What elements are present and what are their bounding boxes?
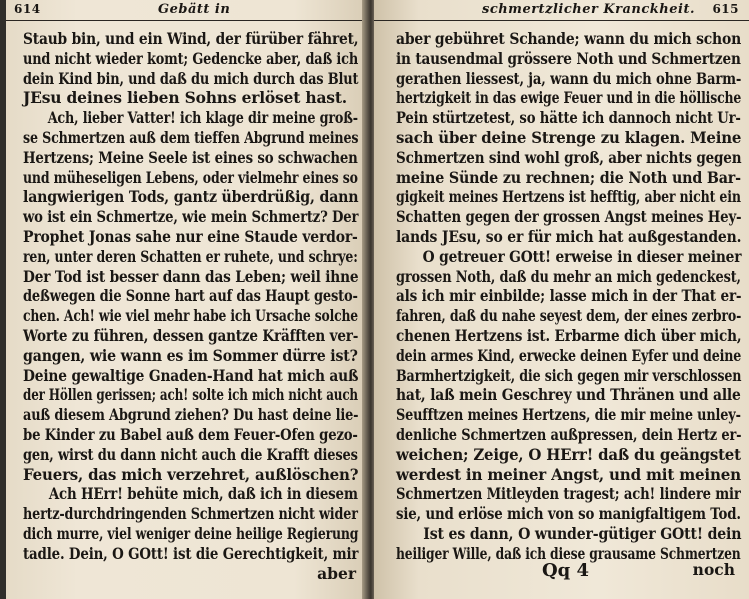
right-line: Schmertzen sind wohl groß, aber nichts gegen (396, 147, 742, 167)
right-line: chenen Hertzens ist. Erbarme dich über mich, (396, 326, 742, 345)
left-line: Hertzens; Meine Seele ist eines so schwachen (23, 147, 358, 167)
left-catchword: aber (317, 564, 356, 583)
right-line: gigkeit meines Hertzens ist hefftig, aber nicht ein (396, 187, 741, 207)
left-line: Ach, lieber Vatter! ich klage dir meine groß- (47, 108, 358, 128)
right-line: sie, und erlöse mich von so manigfaltigem Tod. (396, 504, 741, 524)
right-line: Barmhertzigkeit, die sich gegen mir verschlossen (396, 365, 742, 385)
left-line: chen. Ach! wie viel mehr habe ich Ursache solche (23, 306, 358, 326)
right-line: sach über deine Strenge zu klagen. Meine (396, 128, 742, 147)
right-line: hat, laß mein Geschrey und Thränen und alle (396, 385, 741, 405)
left-line: JEsu deines lieben Sohns erlöset hast. (23, 88, 347, 108)
left-line: Deine gewaltige Gnaden-Hand hat mich auß (23, 365, 359, 385)
left-line: hertz-durchdringenden Schmertzen nicht wider (23, 504, 358, 524)
right-line: Ist es dann, O wunder-gütiger GOtt! dein (423, 524, 742, 543)
right-line: meine Sünde zu rechnen; die Noth und Bar- (396, 167, 741, 187)
left-line: auß diesem Abgrund ziehen? Du hast deine lie- (23, 405, 359, 425)
left-line: ren, unter deren Schatten er ruhete, und schrye: (23, 246, 358, 266)
right-line: als ich mir einbilde; lasse mich in der That er- (396, 286, 742, 306)
left-line: langwierigen Tods, gantz überdrüßig, dann (23, 187, 359, 207)
left-line: und müheseligen Lebens, oder vielmehr eines so (23, 167, 358, 187)
right-line: gerathen liessest, ja, wann du mich ohne Barm- (396, 68, 742, 88)
right-line: hertzigkeit in das ewige Feuer und in die höllische (396, 88, 742, 108)
left-line: Worte zu führen, dessen gantze Kräfften ver- (23, 326, 359, 345)
left-line: deßwegen die Sonne hart auf das Haupt gesto- (23, 286, 358, 306)
left-line: Feuers, das mich verzehret, außlöschen? (23, 464, 359, 484)
left-page (6, 0, 366, 599)
right-line: weichen; Zeige, O HErr! daß du geängstet (396, 444, 741, 464)
right-line: Pein stürtzetest, so hätte ich dannoch nicht Ur- (396, 108, 741, 128)
left-line: gangen, wie wann es im Sommer dürre ist? (23, 345, 358, 365)
left-line: tadle. Dein, O GOtt! ist die Gerechtigkeit, mir (23, 543, 359, 563)
left-line: be Kinder zu Babel auß dem Feuer-Ofen gezo- (23, 425, 358, 444)
left-line: wo ist ein Schmertze, wie mein Schmertz? Der (23, 207, 359, 227)
left-line: Ach HErr! behüte mich, daß ich in diesem (48, 484, 358, 504)
right-line: Schatten gegen der grossen Angst meines Hey- (396, 207, 742, 227)
left-line: der Höllen gerissen; ach! solte ich mich nicht auch (23, 385, 358, 405)
left-line: Staub bin, und ein Wind, der fürüber fähret, (23, 29, 359, 48)
right-line: O getreuer GOtt! erweise in dieser meiner (422, 246, 742, 266)
right-line: werdest in meiner Angst, und mit meinen (396, 464, 741, 484)
left-line: gen, wirst du dann nicht auch die Krafft dieses (23, 444, 358, 464)
left-line: dich murre, viel weniger deine heilige Regierung (23, 524, 359, 543)
left-line: se Schmertzen auß dem tieffen Abgrund meines (23, 128, 359, 147)
left-page-number: 614 (14, 2, 41, 16)
right-line: lands JEsu, so er für mich hat außgestanden. (396, 227, 742, 246)
right-line: dein armes Kind, erwecke deinen Eyfer und deine (396, 345, 742, 365)
right-line: denliche Schmertzen außpressen, dein Hertz er- (396, 425, 742, 444)
right-running-head (374, 2, 749, 21)
left-head-title: Gebätt in (158, 2, 231, 17)
right-line: grossen Noth, daß du mehr an mich gedenckest, (396, 266, 741, 286)
left-line: dein Kind bin, und daß du mich durch das Blut (23, 68, 359, 88)
right-line: heiliger Wille, daß ich diese grausame Schmertzen (396, 543, 741, 563)
right-line: Seufftzen meines Hertzens, die mir meine unley- (396, 405, 741, 425)
right-line: in tausendmal grössere Noth und Schmertzen (396, 48, 741, 68)
left-running-head (6, 2, 366, 21)
printer-signature: Qq 4 (542, 560, 590, 581)
left-line: Der Tod ist besser dann das Leben; weil ihne (23, 266, 359, 286)
right-line: Schmertzen Mitleyden tragest; ach! lindere mir (396, 484, 741, 504)
left-line: Prophet Jonas sahe nur eine Staude verdor- (23, 227, 358, 246)
right-catchword: noch (692, 560, 735, 579)
right-head-title: schmertzlicher Kranckheit. (482, 2, 695, 17)
right-line: aber gebühret Schande; wann du mich schon (396, 29, 742, 48)
right-page-number: 615 (712, 2, 739, 16)
left-line: und nicht wieder komt; Gedencke aber, daß ich (23, 48, 359, 68)
right-line: fahren, daß du nahe seyest dem, der eines zerbro- (396, 306, 742, 326)
right-page (374, 0, 749, 599)
